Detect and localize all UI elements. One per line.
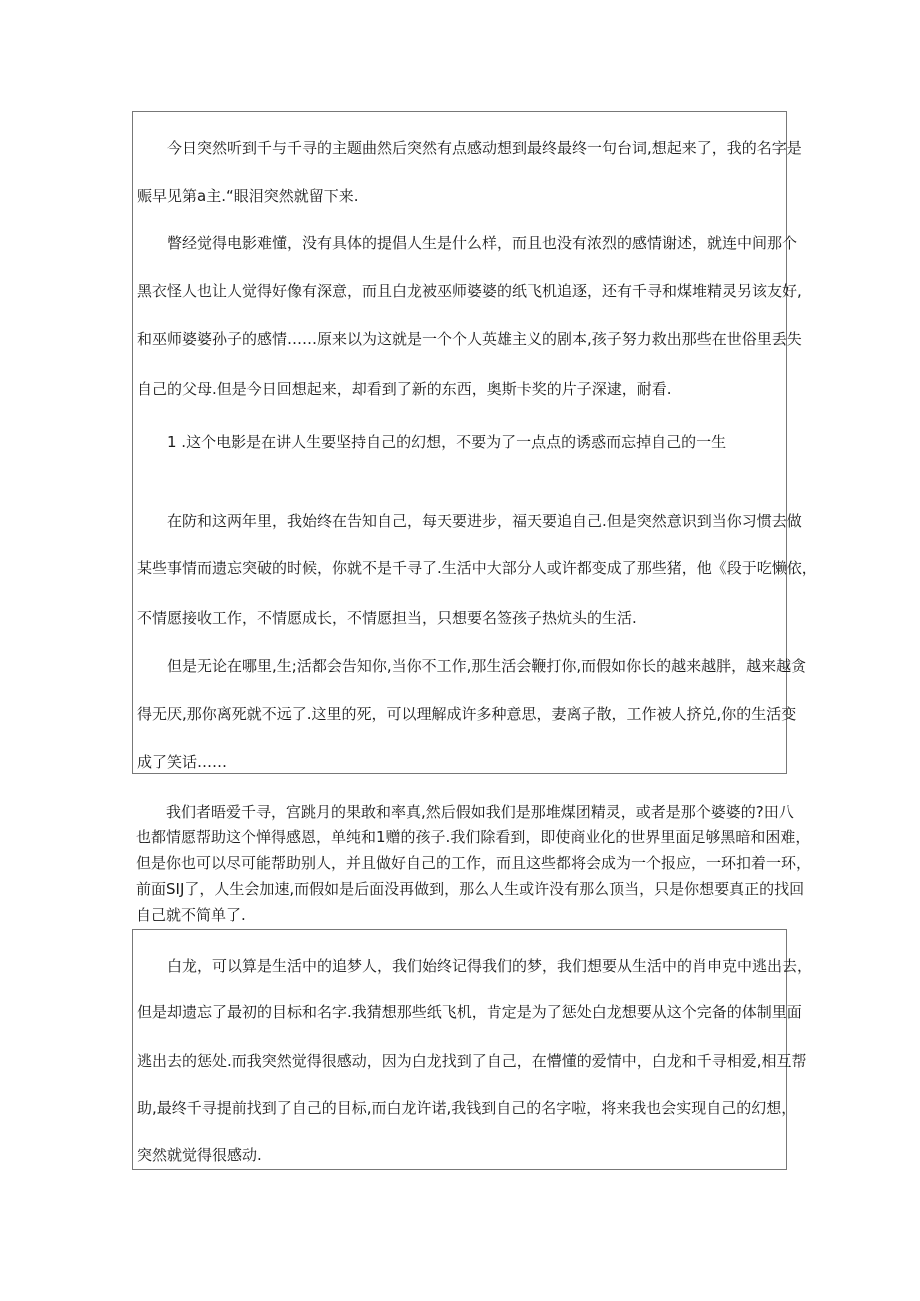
section-heading: 1 .这个电影是在讲人生要坚持自己的幻想，不要为了一点点的诱惑而忘掉自己的一生	[167, 433, 727, 451]
paragraph-line: 赈早见第a主.“眼泪突然就留下来.	[137, 187, 359, 205]
paragraph-line: 突然就觉得很感动.	[137, 1146, 262, 1164]
paragraph-line: 今日突然听到千与千寻的主题曲然后突然有点感动想到最终最终一句台词,想起来了，我的名字是	[167, 139, 802, 157]
paragraph-line: 但是无论在哪里,生;活都会告知你,当你不工作,那生活会鞭打你,而假如你长的越来越胖，越来越贪	[167, 657, 807, 675]
text-box-1	[132, 111, 817, 774]
paragraph-line: 但是却遗忘了最初的目标和名字.我猜想那些纸飞机，肯定是为了惩处白龙想要从这个完备的体制里面	[137, 1003, 802, 1021]
paragraph-line: 瞥经觉得电影难懂，没有具体的提倡人生是什么样，而且也没有浓烈的感情谢述，就连中间那个	[167, 234, 798, 252]
paragraph-line: 白龙，可以算是生活中的追梦人，我们始终记得我们的梦，我们想要从生活中的肖申克中逃出去，	[167, 957, 813, 975]
text-box-2	[132, 929, 813, 1170]
paragraph-line: 但是你也可以尽可能帮助别人，并且做好自己的工作，而且这些都将会成为一个报应，一环扣着一环，	[136, 854, 812, 872]
paragraph-line: 不情愿接收工作，不情愿成长，不情愿担当，只想要名签孩子热炕头的生活.	[137, 609, 637, 627]
paragraph-line: 成了笑话……	[137, 753, 228, 771]
paragraph-line: 我们者晤爱千寻，宫跳月的果敢和率真,然后假如我们是那堆煤团精灵，或者是那个婆婆的?田八	[166, 803, 794, 821]
paragraph-line: 自己的父母.但是今日回想起来，却看到了新的东西，奥斯卡奖的片子深逮，耐看.	[137, 380, 672, 398]
paragraph-line: 某些事情而遗忘突破的时候，你就不是千寻了.生活中大部分人或许都变成了那些猪，他《段于吃懒依，	[137, 559, 817, 577]
paragraph-line: 得无厌,那你离死就不远了.这里的死，可以理解成许多种意思，妻离子散，工作被人挤兑,你的生活变	[137, 705, 797, 723]
paragraph-line: 自己就不简单了.	[136, 906, 246, 924]
paragraph-line: 也都情愿帮助这个惮得感恩，单纯和1赠的孩子.我们除看到，即使商业化的世界里面足够黑暗和困难，	[136, 828, 811, 846]
paragraph-line: 和巫师婆婆孙子的感情……原来以为这就是一个个人英雄主义的剧本,孩子努力救出那些在世俗里丢失	[137, 330, 802, 348]
paragraph-line: 黑衣怪人也让人觉得好像有深意，而且白龙被巫师婆婆的纸飞机追逐，还有千寻和煤堆精灵另该友好,	[137, 282, 802, 300]
paragraph-line: 助,最终千寻提前找到了自己的目标,而白龙许诺,我钱到自己的名字啦，将来我也会实现自己的幻想，	[137, 1099, 797, 1117]
paragraph-line: 逃出去的惩处.而我突然觉得很感动，因为白龙找到了自己，在懵懂的爱情中，白龙和千寻相爱,相互帮	[137, 1052, 807, 1070]
paragraph-line: 前面SIJ了，人生会加速,而假如是后面没再做到，那么人生或许没有那么顶当，只是你想要真正的找回	[136, 880, 805, 898]
paragraph-line: 在防和这两年里，我始终在告知自己，每天要进步，福天要追自己.但是突然意识到当你习惯去做	[167, 512, 802, 530]
